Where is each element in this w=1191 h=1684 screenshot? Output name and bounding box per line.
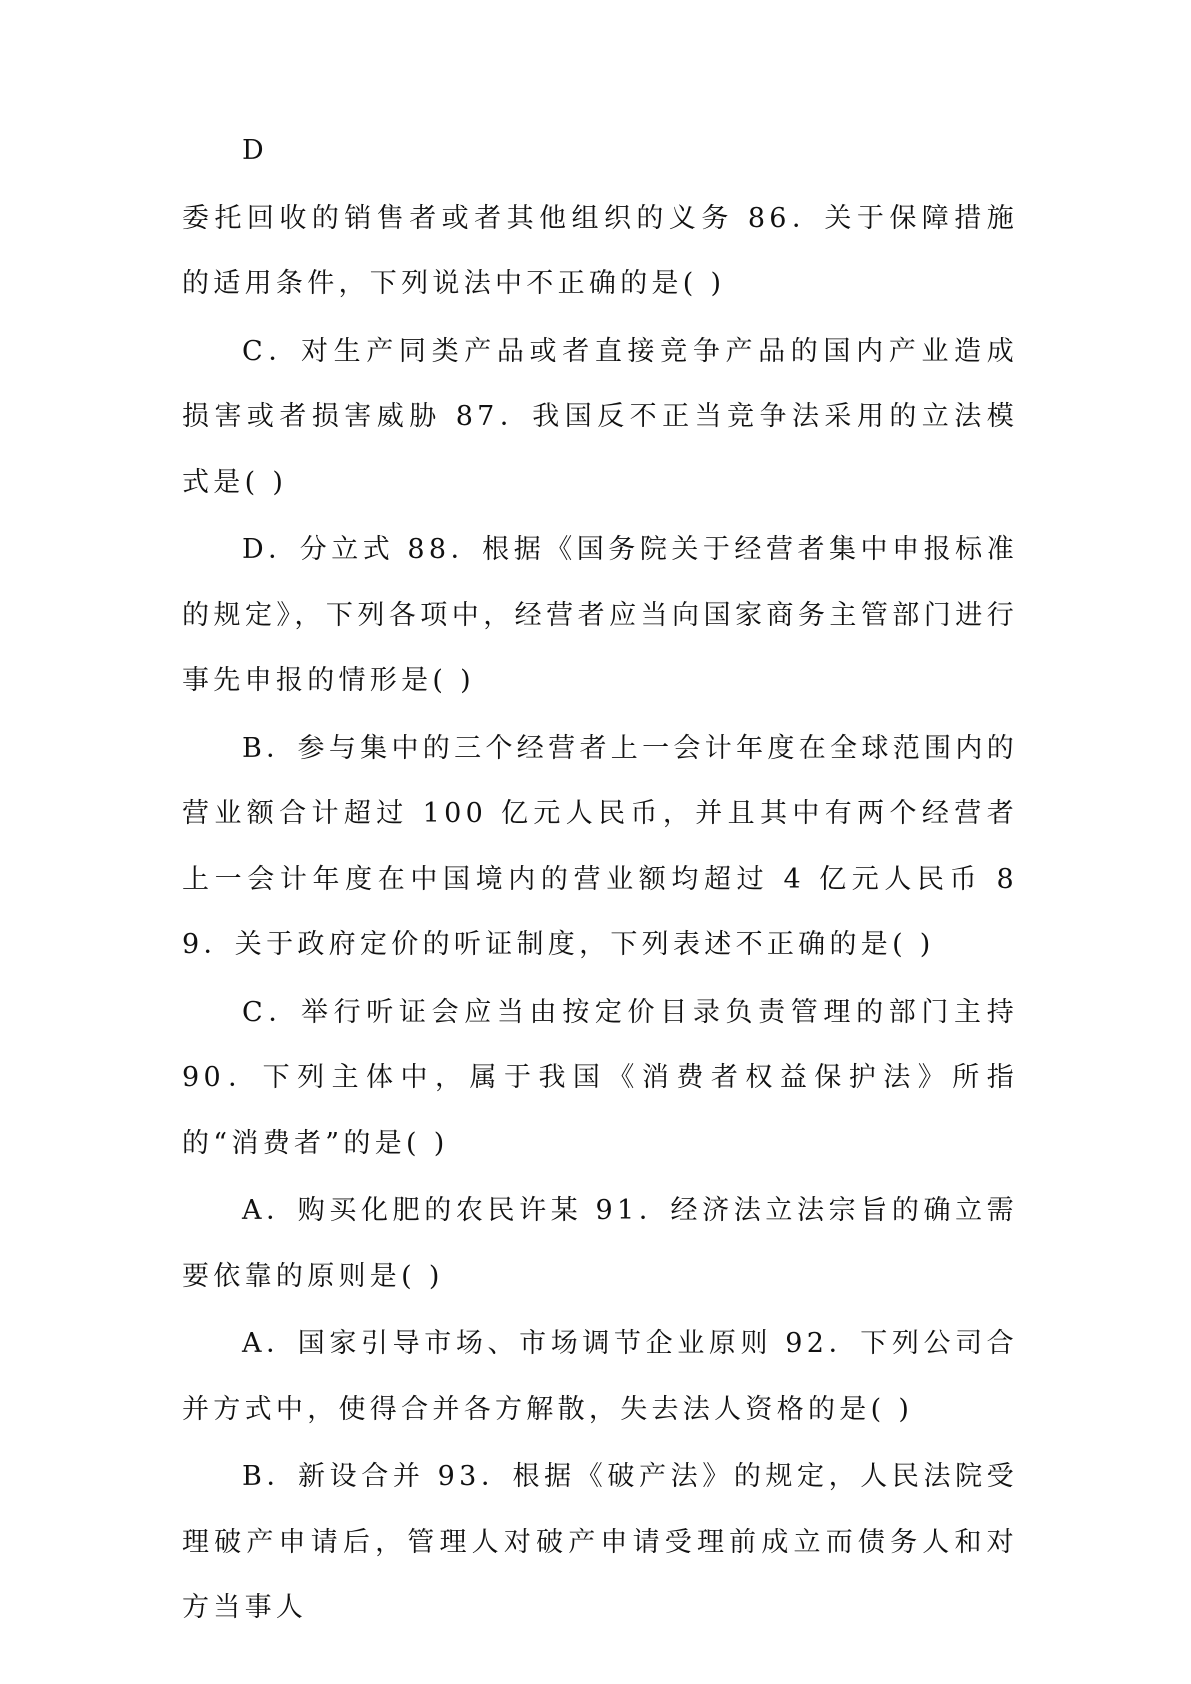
paragraph-option-d: D — [242, 135, 268, 166]
paragraph-question-90: C．举行听证会应当由按定价目录负责管理的部门主持 90．下列主体中，属于我国《消费者权益保护法》所指的“消费者”的是( ) — [182, 996, 1018, 1159]
paragraph-question-89: B．参与集中的三个经营者上一会计年度在全球范围内的营业额合计超过 100 亿元人民币，并且其中有两个经营者上一会计年度在中国境内的营业额均超过 4 亿元人民币 89．关于政府定价的听证制度，下列表述不正确的是( ) — [182, 732, 1018, 960]
paragraph-question-93: B．新设合并 93．根据《破产法》的规定，人民法院受理破产申请后，管理人对破产申请受理前成立而债务人和对方当事人 — [182, 1461, 1018, 1623]
paragraph-question-86: 委托回收的销售者或者其他组织的义务 86．关于保障措施的适用条件，下列说法中不正确的是( ) — [182, 202, 1018, 299]
paragraph-question-88: D．分立式 88．根据《国务院关于经营者集中申报标准的规定》，下列各项中，经营者应当向国家商务主管部门进行事先申报的情形是( ) — [182, 534, 1018, 696]
paragraph-question-91: A．购买化肥的农民许某 91．经济法立法宗旨的确立需要依靠的原则是( ) — [182, 1195, 1018, 1292]
paragraph-question-87: C．对生产同类产品或者直接竞争产品的国内产业造成损害或者损害威胁 87．我国反不正当竞争法采用的立法模式是( ) — [182, 335, 1018, 498]
paragraph-question-92: A．国家引导市场、市场调节企业原则 92．下列公司合并方式中，使得合并各方解散，失去法人资格的是( ) — [182, 1328, 1018, 1425]
document-page — [182, 118, 1018, 1643]
